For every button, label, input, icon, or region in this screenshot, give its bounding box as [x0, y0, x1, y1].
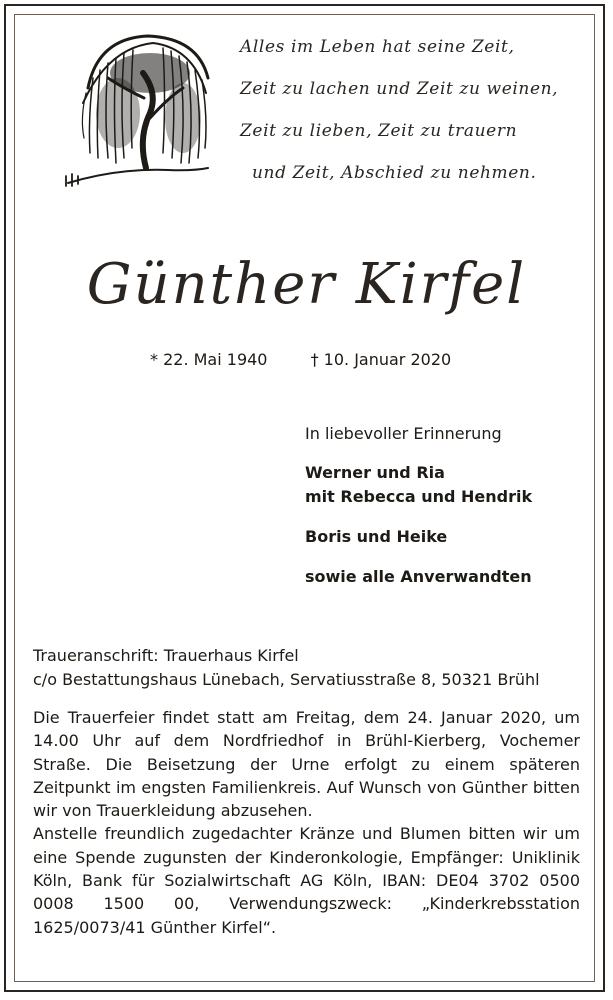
death-date: † 10. Januar 2020: [310, 350, 452, 369]
donation-request: Anstelle freundlich zugedachter Kränze und Blumen bitten wir um eine Spende zugunsten der Kinderonkologie, Empfänger: Uniklinik Köln, Bank für Sozialwirtschaft AG Köln, IBAN: DE04 3702 0500 0008 1500 00, Verwendungszweck: „Kinderkrebsstation 1625/0073/41 Günther Kirfel“.: [33, 824, 580, 937]
mourners-block: [305, 424, 595, 605]
remembrance-intro: In liebevoller Erinnerung: [305, 424, 502, 443]
address-line: Traueranschrift: Trauerhaus Kirfel: [33, 646, 299, 665]
poem-line: Zeit zu lieben, Zeit zu trauern: [240, 121, 518, 141]
mourner-group: [305, 525, 595, 549]
poem-line: und Zeit, Abschied zu nehmen.: [252, 163, 537, 183]
mourning-address: [33, 644, 583, 692]
mourner-name: Boris und Heike: [305, 527, 448, 546]
funeral-notice: [33, 706, 580, 939]
birth-date: * 22. Mai 1940: [150, 350, 268, 369]
poem-line: Zeit zu lachen und Zeit zu weinen,: [240, 79, 559, 99]
life-dates: [150, 350, 451, 369]
mourner-group: [305, 461, 595, 509]
mourner-name: mit Rebecca und Hendrik: [305, 487, 533, 506]
mourner-name: Werner und Ria: [305, 463, 445, 482]
poem: [240, 26, 590, 194]
poem-line: Alles im Leben hat seine Zeit,: [240, 37, 515, 57]
mourner-name: sowie alle Anverwandten: [305, 567, 532, 586]
mourner-group: [305, 565, 595, 589]
deceased-name: Günther Kirfel: [86, 252, 527, 317]
weeping-willow-icon: [58, 18, 218, 193]
funeral-details: Die Trauerfeier findet statt am Freitag, dem 24. Januar 2020, um 14.00 Uhr auf dem Nordfriedhof in Brühl-Kierberg, Vochemer Straße. Die Beisetzung der Urne erfolgt zu einem späteren Zeitpunkt im engsten Familienkreis. Auf Wunsch von Günther bitten wir von Trauerkleidung abzusehen.: [33, 708, 580, 821]
address-line: c/o Bestattungshaus Lünebach, Servatiusstraße 8, 50321 Brühl: [33, 670, 540, 689]
